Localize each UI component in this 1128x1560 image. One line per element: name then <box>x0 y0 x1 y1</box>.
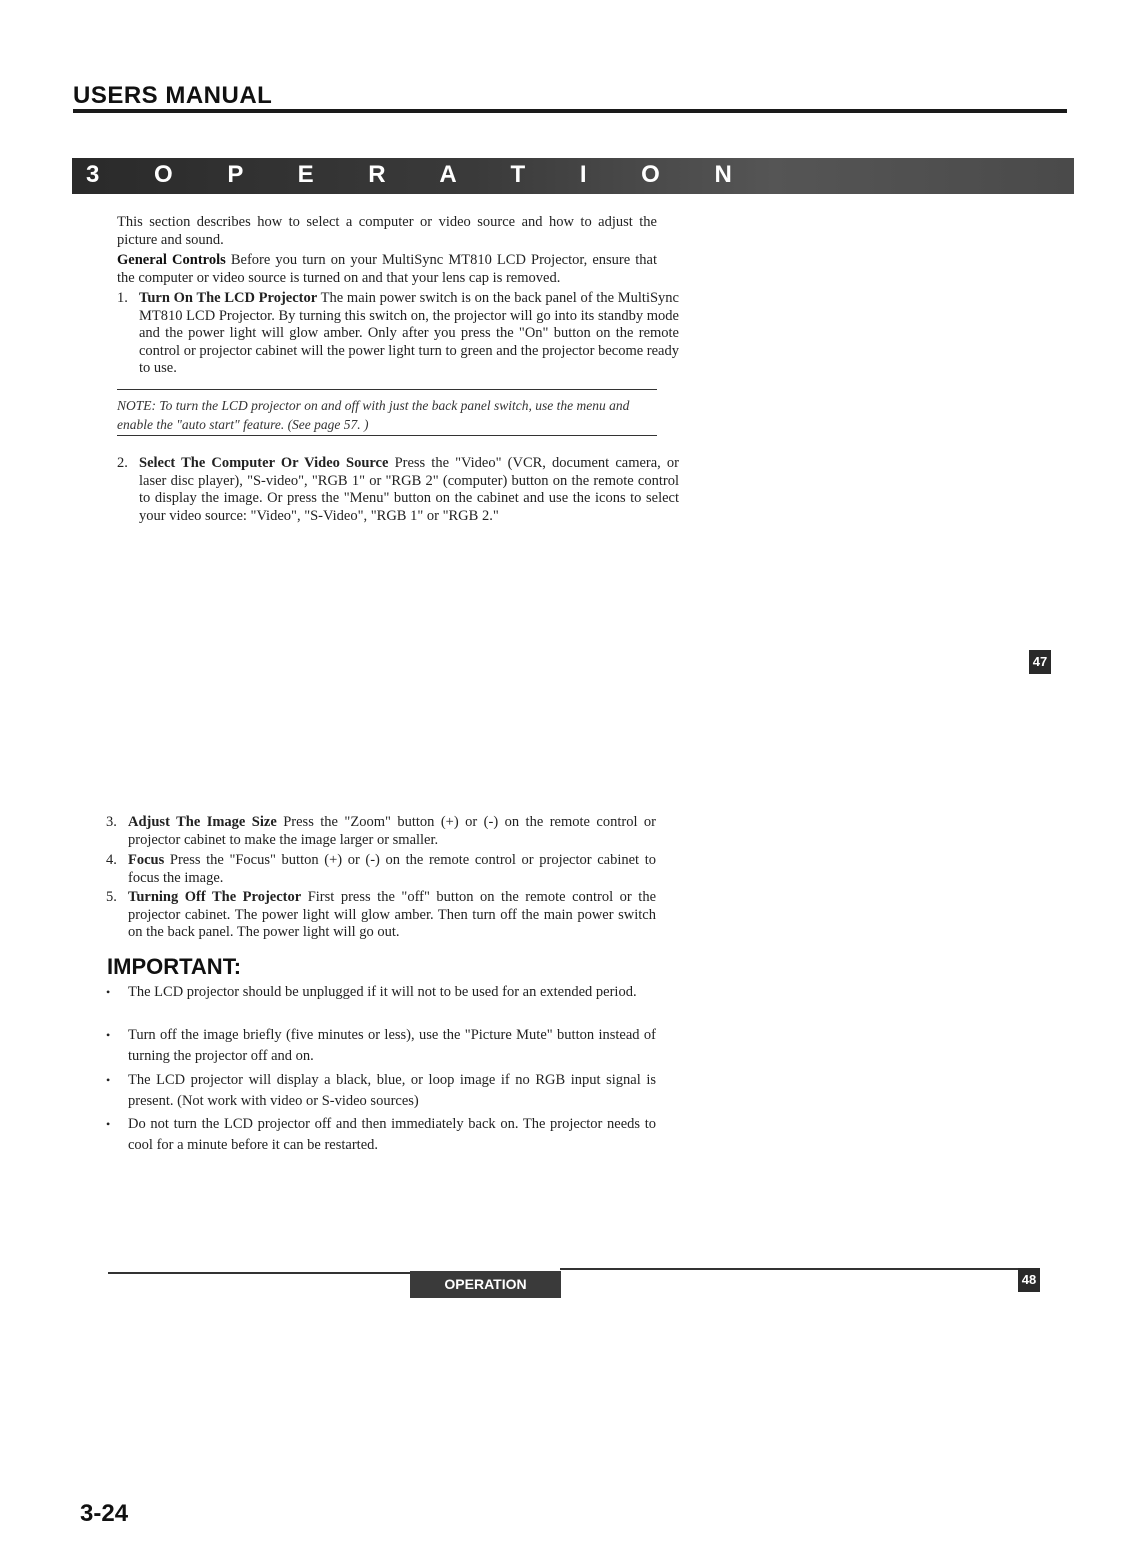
bullet-dot: • <box>106 1073 111 1087</box>
step-number: 5. <box>106 889 117 905</box>
important-bullet <box>106 1070 656 1112</box>
step-label: Turning Off The Projector <box>128 889 302 905</box>
footer-section-label: OPERATION <box>410 1271 561 1298</box>
step-item <box>106 889 657 942</box>
note-bottom-rule <box>117 435 657 436</box>
step-number: 4. <box>106 852 117 868</box>
step-item <box>106 852 656 887</box>
step-label: Focus <box>128 852 165 868</box>
bullet-dot: • <box>106 1028 111 1042</box>
step-text: Press the "Focus" button (+) or (-) on the remote control or projector cabinet to focus the image. <box>128 852 656 886</box>
note-text: To turn the LCD projector on and off with just the back panel switch, use the menu and enable the "auto start" feature. (See page 57. ) <box>117 398 630 432</box>
note-box <box>117 396 647 434</box>
footer-rule-right <box>560 1268 1018 1270</box>
step-text: The main power switch is on the back panel of the MultiSync MT810 LCD Projector. By turning this switch on, the projector will go into its standby mode and the power light will glow amber. Only after you press the "On" button on the remote control or projector cabinet will the power light turn to green and the projector become ready to use. <box>139 290 679 376</box>
important-heading: IMPORTANT: <box>107 954 242 979</box>
important-bullet <box>106 982 656 1003</box>
step-text: Press the "Zoom" button (+) or (-) on the remote control or projector cabinet to make the image larger or smaller. <box>128 814 656 848</box>
step-number: 1. <box>117 290 128 306</box>
bullet-text: The LCD projector should be unplugged if it will not to be used for an extended period. <box>128 984 637 1000</box>
general-controls-label: General Controls <box>117 252 226 268</box>
page-tab-48: 48 <box>1018 1268 1040 1292</box>
page-number: 3-24 <box>80 1500 129 1527</box>
step-item <box>106 814 656 849</box>
step-label: Adjust The Image Size <box>128 814 277 830</box>
footer-rule-left <box>108 1272 410 1274</box>
step-label: Turn On The LCD Projector <box>139 290 318 306</box>
section-banner <box>72 158 1074 194</box>
general-controls-text: Before you turn on your MultiSync MT810 LCD Projector, ensure that the computer or video source is turned on and that your lens cap is removed. <box>117 252 658 286</box>
page-tab-47: 47 <box>1029 650 1051 674</box>
step-item <box>117 290 679 378</box>
bullet-dot: • <box>106 1117 111 1131</box>
step-text: First press the "off" button on the remote control or the projector cabinet. The power light will glow amber. Then turn off the main power switch on the back panel. The power light will go out. <box>128 889 657 940</box>
step-item <box>117 455 680 525</box>
important-bullet <box>106 1114 656 1156</box>
note-label: NOTE: <box>117 398 157 413</box>
bullet-text: The LCD projector will display a black, blue, or loop image if no RGB input signal is present. (Not work with video or S-video sources) <box>128 1072 656 1109</box>
bullet-dot: • <box>106 985 111 999</box>
intro-paragraph: This section describes how to select a computer or video source and how to adjust the picture and sound. <box>117 214 657 248</box>
bullet-text: Turn off the image briefly (five minutes or less), use the "Picture Mute" button instead of turning the projector off and on. <box>128 1027 656 1064</box>
step-label: Select The Computer Or Video Source <box>139 455 389 471</box>
note-top-rule <box>117 389 657 390</box>
general-controls-paragraph <box>117 252 657 287</box>
bullet-text: Do not turn the LCD projector off and then immediately back on. The projector needs to cool for a minute before it can be restarted. <box>128 1116 656 1153</box>
step-number: 2. <box>117 455 128 471</box>
step-number: 3. <box>106 814 117 830</box>
important-bullet <box>106 1025 656 1067</box>
step-text: Press the "Video" (VCR, document camera, or laser disc player), "S-video", "RGB 1" or "RGB 2" (computer) button on the remote control to display the image. Or press the "Menu" button on the cabinet and use the icons to select your video source: "Video", "S-Video", "RGB 1" or "RGB 2." <box>139 455 680 524</box>
section-title: 3 O P E R A T I O N <box>86 161 756 188</box>
header-rule <box>73 109 1067 113</box>
manual-title: USERS MANUAL <box>73 82 273 109</box>
